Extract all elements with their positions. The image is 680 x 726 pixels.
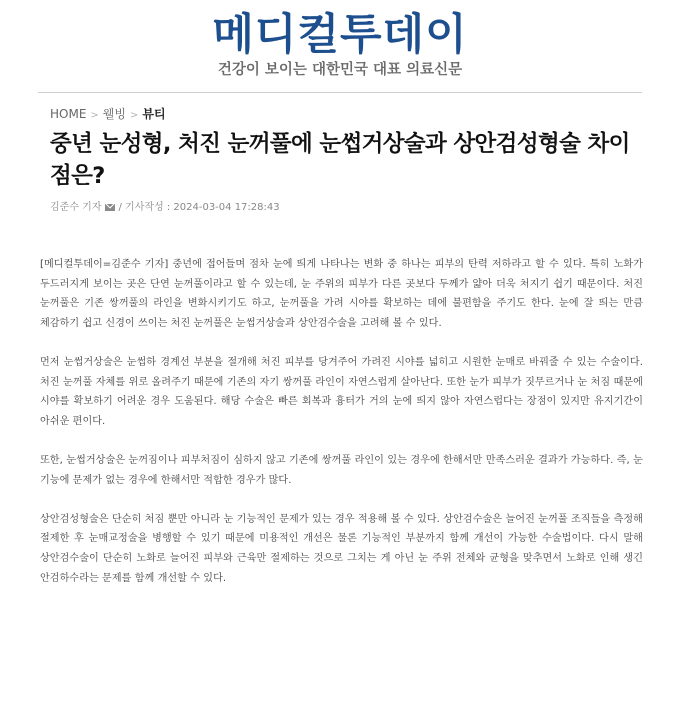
site-logo[interactable]: 메디컬투데이 <box>212 10 468 60</box>
article-body <box>40 255 643 608</box>
envelope-icon[interactable] <box>105 204 115 211</box>
breadcrumb-home-link[interactable]: HOME <box>50 107 87 121</box>
author-name[interactable]: 김준수 기자 <box>50 202 102 213</box>
article-paragraph: [메디컬투데이=김준수 기자] 중년에 접어들며 점차 눈에 띄게 나타나는 변화 중 하나는 피부의 탄력 저하라고 할 수 있다. 특히 노화가 두드러지게 보이는 곳은 단연 눈꺼풀이라고 할 수 있는데, 눈 주위의 피부가 다른 곳보다 두께가 얇아 더욱 처지기 쉽기 때문이다. 처진 눈꺼풀은 기존 쌍꺼풀의 라인을 변화시키기도 하고, 눈꺼풀을 가려 시야를 확보하는 데에 불편함을 주기도 한다. 눈에 잘 띄는 만큼 체감하기 쉽고 신경이 쓰이는 처진 눈꺼풀은 눈썹거상술과 상안검수술을 고려해 볼 수 있다. <box>40 259 643 329</box>
breadcrumb-current-link[interactable]: 뷰티 <box>142 107 166 121</box>
breadcrumb-separator: > <box>90 110 99 121</box>
article-paragraph: 먼저 눈썹거상술은 눈썹하 경계선 부분을 절개해 처진 피부를 당겨주어 가려진 시야를 넓히고 시원한 눈매로 바꿔줄 수 있는 수술이다. 처진 눈꺼풀 자체를 위로 올려주기 때문에 기존의 자기 쌍꺼풀 라인이 자연스럽게 살아난다. 또한 눈가 피부가 짓무르거나 눈 처짐 때문에 시야를 확보하기 어려운 경우 도움된다. 해당 수술은 빠른 회복과 흉터가 거의 눈에 띄지 않아 자연스럽다는 장점이 있지만 유지기간이 아쉬운 편이다. <box>40 356 643 427</box>
article-byline <box>50 201 280 215</box>
header-divider <box>38 92 642 93</box>
article-headline: 중년 눈성형, 처진 눈꺼풀에 눈썹거상술과 상안검성형술 차이점은? <box>50 131 630 189</box>
masthead <box>0 0 680 92</box>
breadcrumb-separator: > <box>129 110 139 121</box>
article-paragraph: 상안검성형술은 단순히 처짐 뿐만 아니라 눈 기능적인 문제가 있는 경우 적용해 볼 수 있다. 상안검수술은 늘어진 눈꺼풀 조직들을 측정해 절제한 후 눈매교정술을 병행할 수 있기 때문에 미용적인 개선은 물론 기능적인 부분까지 함께 개선이 가능한 수술법이다. 다시 말해 상안검수술이 단순히 노화로 늘어진 피부와 근육만 절제하는 것으로 그치는 게 아닌 눈 주위 전체와 균형을 맞추면서 노화로 인해 생긴 안검하수라는 문제를 함께 개선할 수 있다. <box>40 513 643 584</box>
breadcrumb-section-link[interactable]: 웰빙 <box>102 107 126 121</box>
publish-date: / 기사작성 : 2024-03-04 17:28:43 <box>118 202 280 213</box>
site-tagline: 건강이 보이는 대한민국 대표 의료신문 <box>217 62 463 78</box>
article-paragraph: 또한, 눈썹거상술은 눈꺼짐이나 피부처짐이 심하지 않고 기존에 쌍꺼풀 라인이 있는 경우에 한해서만 만족스러운 결과가 가능하다. 즉, 눈 기능에 문제가 없는 경우에 한해서만 적합한 경우가 많다. <box>40 454 643 486</box>
breadcrumb <box>50 106 166 124</box>
